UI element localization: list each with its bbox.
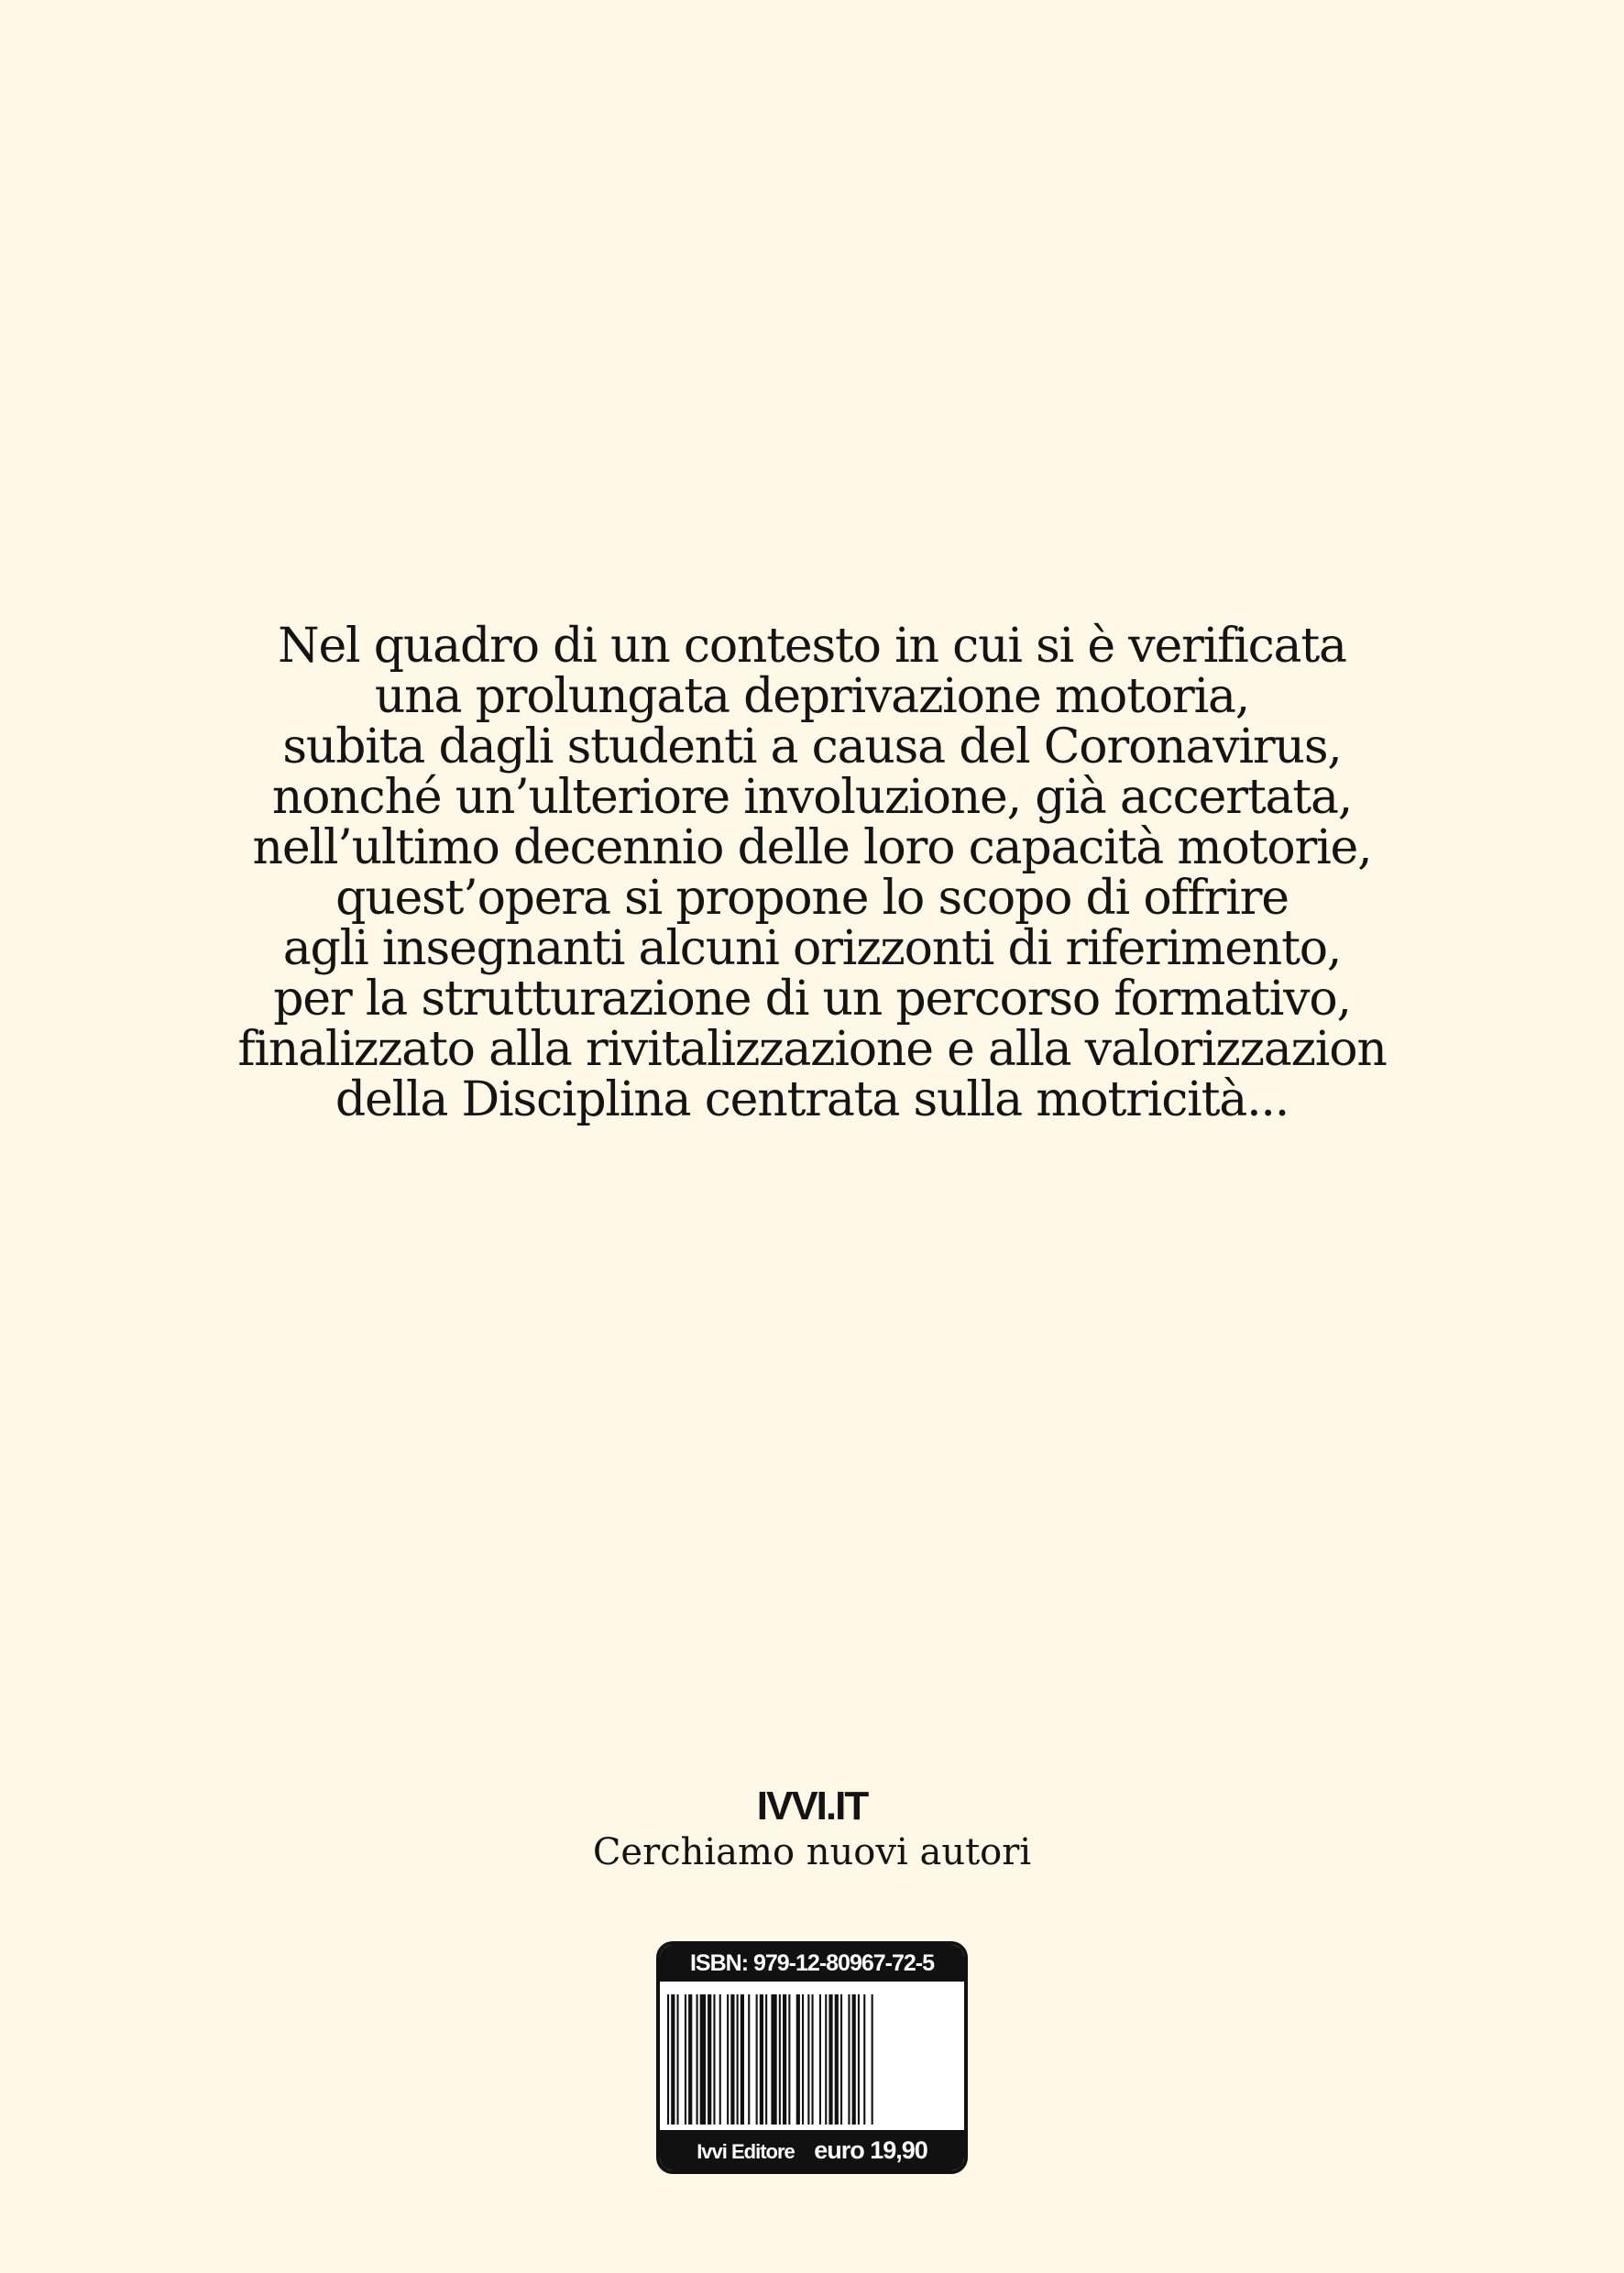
blurb-line: una prolungata deprivazione motoria, [374,669,1250,724]
blurb-line: finalizzato alla rivitalizzazione e alla valorizzazion [237,1022,1387,1077]
barcode-bar [779,1994,781,2125]
blurb-line: Nel quadro di un contesto in cui si è verificata [278,619,1346,674]
blurb-line: per la strutturazione di un percorso formativo, [273,972,1351,1027]
blurb-line: nell’ultimo decennio delle loro capacità motorie, [252,820,1372,875]
barcode-bar [807,1994,809,2125]
blurb-line: agli insegnanti alcuni orizzonti di riferimento, [282,921,1342,976]
blurb-line: quest’opera si propone lo scopo di offrire [335,871,1289,926]
barcode-bar [719,1994,721,2125]
barcode-bar [727,1994,729,2125]
barcode-bar [858,1994,860,2125]
barcode-bar [788,1994,790,2125]
barcode-bar [685,1994,686,2125]
barcode-bar [848,1994,850,2125]
publisher-site: IVVI.IT [756,1784,868,1828]
barcode-bar [771,1994,776,2125]
barcode-bar [835,1994,839,2125]
barcode-bar [708,1994,711,2125]
barcode-icon [660,1994,964,2125]
price-band [660,2130,964,2170]
barcode-bar [667,1994,669,2125]
price-label: euro 19,90 [814,2136,927,2164]
barcode-bar [713,1994,715,2125]
barcode-bar [677,1994,679,2125]
barcode-bar [748,1994,750,2125]
barcode-bar [863,1994,865,2125]
barcode-bar [812,1994,814,2125]
barcode-bar [765,1994,767,2125]
blurb-line: nonché un’ulteriore involuzione, già accertata, [271,770,1353,825]
barcode-bar [840,1994,842,2125]
barcode-bar [737,1994,739,2125]
barcode-bar [756,1994,758,2125]
isbn-text: ISBN: 979-12-80967-72-5 [660,1945,964,1982]
publisher-tagline: Cerchiamo nuovi autori [592,1831,1032,1873]
barcode-bar [783,1994,786,2125]
barcode-bar [819,1994,821,2125]
barcode-bar [796,1994,800,2125]
back-cover-blurb [0,621,1624,1126]
barcode-bar [671,1994,675,2125]
barcode-bar [802,1994,804,2125]
barcode-bar [741,1994,744,2125]
blurb-line: della Disciplina centrata sulla motricità... [335,1072,1289,1127]
barcode-bar [825,1994,827,2125]
barcode-bar [852,1994,856,2125]
barcode-bar [760,1994,763,2125]
barcode-bar [872,1994,873,2125]
barcode-bar [697,1994,698,2125]
barcode-bar [688,1994,692,2125]
barcode-bar [828,1994,832,2125]
publisher-name: Ivvi Editore [697,2140,795,2163]
barcode-label [656,1941,968,2174]
barcode-bar [700,1994,706,2125]
blurb-line: subita dagli studenti a causa del Coronavirus, [282,719,1342,774]
barcode-bar [730,1994,734,2125]
